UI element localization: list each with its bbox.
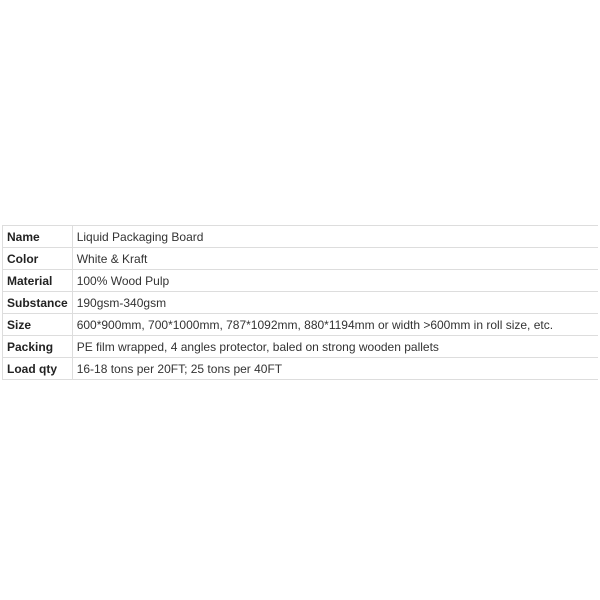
spec-value-load-qty: 16-18 tons per 20FT; 25 tons per 40FT xyxy=(72,358,598,380)
spec-label-color: Color xyxy=(3,248,73,270)
spec-value-material: 100% Wood Pulp xyxy=(72,270,598,292)
spec-value-size: 600*900mm, 700*1000mm, 787*1092mm, 880*1194mm or width >600mm in roll size, etc. xyxy=(72,314,598,336)
table-row xyxy=(3,314,599,336)
spec-label-name: Name xyxy=(3,226,73,248)
spec-label-size: Size xyxy=(3,314,73,336)
spec-label-material: Material xyxy=(3,270,73,292)
spec-label-substance: Substance xyxy=(3,292,73,314)
spec-value-substance: 190gsm-340gsm xyxy=(72,292,598,314)
table-row xyxy=(3,336,599,358)
product-spec-table xyxy=(2,225,598,380)
spec-label-packing: Packing xyxy=(3,336,73,358)
table-row xyxy=(3,292,599,314)
spec-value-name: Liquid Packaging Board xyxy=(72,226,598,248)
spec-label-load-qty: Load qty xyxy=(3,358,73,380)
spec-value-packing: PE film wrapped, 4 angles protector, baled on strong wooden pallets xyxy=(72,336,598,358)
table-row xyxy=(3,358,599,380)
table-row xyxy=(3,270,599,292)
table-row xyxy=(3,226,599,248)
table-row xyxy=(3,248,599,270)
spec-value-color: White & Kraft xyxy=(72,248,598,270)
